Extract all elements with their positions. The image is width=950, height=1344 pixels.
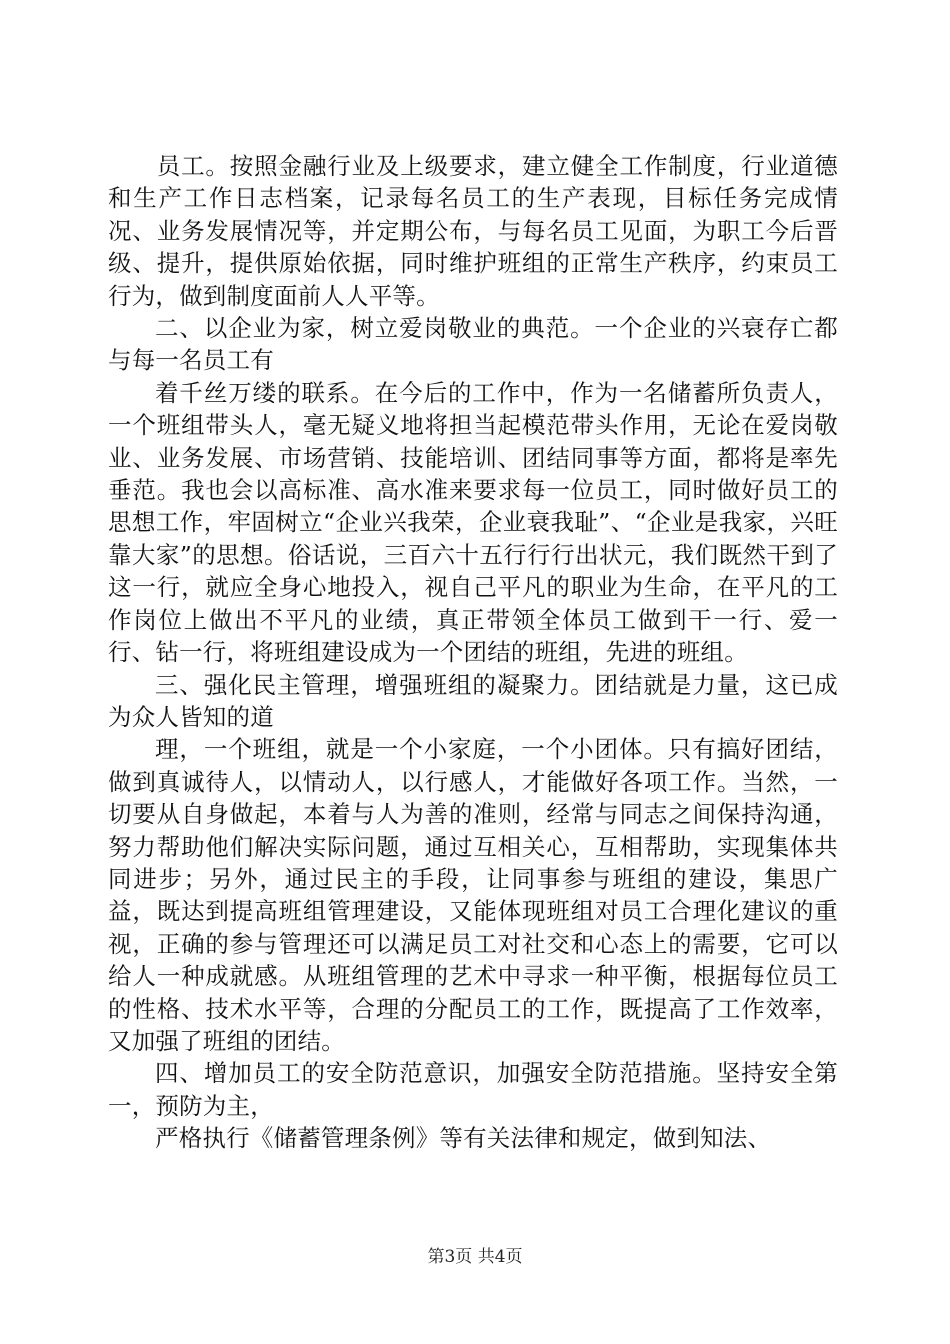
paragraph-7: 严格执行《储蓄管理条例》等有关法律和规定，做到知法、 [155,1124,772,1153]
paragraph-3: 着千丝万缕的联系。在今后的工作中，作为一名储蓄所负责人，一个班组带头人，毫无疑义地将担当起模范带头作用，无论在爱岗敬业、业务发展、市场营销、技能培训、团结同事等方面，都将是率先垂范。我也会以高标准、高水准来要求每一位员工，同时做好员工的思想工作，牢固树立“企业兴我荣，企业衰我耻”、“企业是我家，兴旺靠大家”的思想。俗话说，三百六十五行行行出状元，我们既然干到了这一行，就应全身心地投入，视自己平凡的职业为生命，在平凡的工作岗位上做出不平凡的业绩，真正带领全体员工做到干一行、爱一行、钻一行，将班组建设成为一个团结的班组，先进的班组。 [108,378,838,667]
paragraph-5: 理，一个班组，就是一个小家庭，一个小团体。只有搞好团结，做到真诚待人，以情动人，以行感人，才能做好各项工作。当然，一切要从自身做起，本着与人为善的准则，经常与同志之间保持沟通，努力帮助他们解决实际问题，通过互相关心，互相帮助，实现集体共同进步；另外，通过民主的手段，让同事参与班组的建设，集思广益，既达到提高班组管理建设，又能体现班组对员工合理化建议的重视，正确的参与管理还可以满足员工对社交和心态上的需要，它可以给人一种成就感。从班组管理的艺术中寻求一种平衡，根据每位员工的性格、技术水平等，合理的分配员工的工作，既提高了工作效率，又加强了班组的团结。 [108,735,838,1055]
document-body [108,150,838,1155]
paragraph-4: 三、强化民主管理，增强班组的凝聚力。团结就是力量，这已成为众人皆知的道 [108,670,838,731]
paragraph-1: 员工。按照金融行业及上级要求，建立健全工作制度，行业道德和生产工作日志档案，记录每名员工的生产表现，目标任务完成情况、业务发展情况等，并定期公布，与每名员工见面，为职工今后晋级、提升，提供原始依据，同时维护班组的正常生产秩序，约束员工行为，做到制度面前人人平等。 [108,152,838,310]
paragraph-2: 二、以企业为家，树立爱岗敬业的典范。一个企业的兴衰存亡都与每一名员工有 [108,314,838,375]
paragraph-6: 四、增加员工的安全防范意识，加强安全防范措施。坚持安全第一，预防为主， [108,1059,838,1120]
page-number-footer: 第3页 共4页 [427,1247,523,1267]
